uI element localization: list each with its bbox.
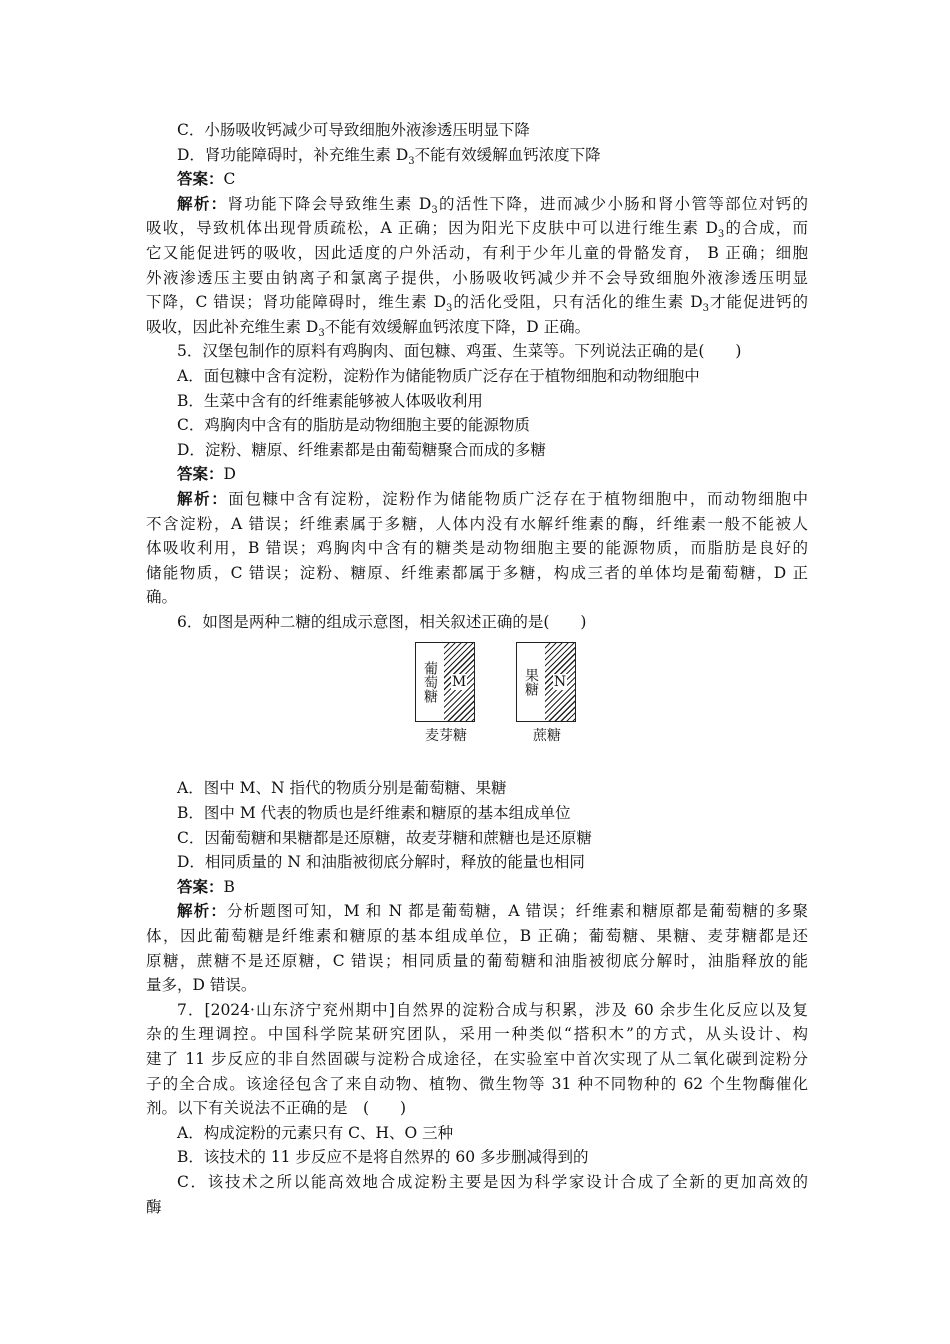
q4-explanation-line: 吸收，导致机体出现骨质疏松，A 正确；因为阳光下皮肤中可以进行维生素 $D_3$的合成，而 (146, 219, 808, 241)
q6-option-b: B．图中 M 代表的物质也是纤维素和糖原的基本组成单位 (177, 804, 571, 823)
q7-option-c-continued: 酶 (146, 1197, 162, 1216)
q6-answer: 答案：B (177, 876, 235, 896)
sucrose-n-part: N (545, 643, 575, 721)
q5-explanation-line: 不含淀粉，A 错误；纤维素属于多糖，人体内没有水解纤维素的酶，纤维素一般不能被人 (146, 514, 808, 533)
q5-explanation-line: 储能物质，C 错误；淀粉、糖原、纤维素都属于多糖，构成三者的单体均是葡萄糖，D 正 (146, 563, 808, 582)
sucrose-caption: 蔗糖 (533, 728, 561, 745)
document-page (146, 118, 808, 1219)
q4-explanation-line: 外液渗透压主要由钠离子和氯离子提供，小肠吸收钙减少并不会导致细胞外液渗透压明显 (146, 268, 808, 287)
q5-explanation-line: 解析：面包糠中含有淀粉，淀粉作为储能物质广泛存在于植物细胞中，而动物细胞中 (177, 488, 808, 508)
sucrose-fructose-label: 果糖 (517, 643, 546, 721)
q7-stem-line: 子的全合成。该途径包含了来自动物、植物、微生物等 31 种不同物种的 62 个生物酶催化 (146, 1074, 808, 1093)
q5-explanation-line: 体吸收利用，B 错误；鸡胸肉中含有的糖类是动物细胞主要的能源物质，而脂肪是良好的 (146, 539, 808, 558)
q4-explanation-line: 吸收，因此补充维生素 $D_3$不能有效缓解血钙浓度下降，D 正确。 (146, 317, 591, 339)
q5-option-c: C．鸡胸肉中含有的脂肪是动物细胞主要的能源物质 (177, 416, 530, 435)
q6-stem: 6．如图是两种二糖的组成示意图，相关叙述正确的是( ) (177, 612, 587, 631)
q6-explanation-line: 原糖，蔗糖不是还原糖，C 错误；相同质量的葡萄糖和油脂被彻底分解时，油脂释放的能 (146, 951, 808, 970)
q7-stem-line: 剂。以下有关说法不正确的是 ( ) (146, 1099, 407, 1118)
q4-explanation-line: 它又能促进钙的吸收，因此适度的户外活动，有利于少年儿童的骨骼发育， B 正确；细胞 (146, 243, 808, 262)
q5-option-d: D．淀粉、糖原、纤维素都是由葡萄糖聚合而成的多糖 (177, 440, 546, 459)
q4-option-c: C．小肠吸收钙减少可导致细胞外液渗透压明显下降 (177, 121, 530, 139)
q7-option-b: B．该技术的 11 步反应不是将自然界的 60 多步删减得到的 (177, 1148, 589, 1167)
q5-option-b: B．生菜中含有的纤维素能够被人体吸收利用 (177, 391, 483, 410)
q5-option-a: A．面包糠中含有淀粉，淀粉作为储能物质广泛存在于植物细胞和动物细胞中 (177, 366, 700, 385)
q4-answer: 答案：C (177, 169, 236, 189)
q4-explanation-line: 下降，C 错误；肾功能障碍时，维生素 $D_3$的活化受阻，只有活化的维生素 $D_3$才能促进钙的 (146, 293, 808, 315)
maltose-diagram (415, 642, 475, 722)
q5-answer: 答案：D (177, 464, 236, 484)
q6-explanation-line: 解析：分析题图可知，M 和 N 都是葡萄糖，A 错误；纤维素和糖原都是葡萄糖的多聚 (177, 901, 808, 921)
q6-explanation-line: 量多，D 错误。 (146, 976, 257, 995)
q7-stem-line: 7．[2024·山东济宁兖州期中]自然界的淀粉合成与积累，涉及 60 余步生化反应以及复 (177, 1000, 808, 1019)
q6-option-a: A．图中 M、N 指代的物质分别是葡萄糖、果糖 (177, 779, 507, 798)
maltose-caption: 麦芽糖 (425, 728, 467, 745)
q7-option-a: A．构成淀粉的元素只有 C、H、O 三种 (177, 1123, 454, 1142)
maltose-glucose-label: 葡萄糖 (416, 643, 445, 721)
q6-explanation-line: 体，因此葡萄糖是纤维素和糖原的基本组成单位，B 正确；葡萄糖、果糖、麦芽糖都是还 (146, 927, 808, 946)
disaccharide-diagram (146, 636, 808, 770)
q7-stem-line: 杂的生理调控。中国科学院某研究团队，采用一种类似“搭积木”的方式，从头设计、构 (146, 1025, 808, 1044)
maltose-m-part: M (444, 643, 474, 721)
q6-option-d: D．相同质量的 N 和油脂被彻底分解时，释放的能量也相同 (177, 853, 585, 872)
q5-stem: 5．汉堡包制作的原料有鸡胸肉、面包糠、鸡蛋、生菜等。下列说法正确的是( ) (177, 342, 742, 361)
q5-explanation-line: 确。 (146, 588, 178, 607)
q4-option-d: D．肾功能障碍时，补充维生素 $D_3$不能有效缓解血钙浓度下降 (177, 145, 601, 167)
q7-option-c: C．该技术之所以能高效地合成淀粉主要是因为科学家设计合成了全新的更加高效的 (177, 1172, 808, 1191)
q6-option-c: C．因葡萄糖和果糖都是还原糖，故麦芽糖和蔗糖也是还原糖 (177, 828, 592, 847)
sucrose-diagram (516, 642, 576, 722)
q4-explanation-line: 解析：肾功能下降会导致维生素 $D_3$的活性下降，进而减少小肠和肾小管等部位对钙的 (177, 193, 808, 216)
q7-stem-line: 建了 11 步反应的非自然固碳与淀粉合成途径，在实验室中首次实现了从二氧化碳到淀粉分 (146, 1050, 808, 1068)
